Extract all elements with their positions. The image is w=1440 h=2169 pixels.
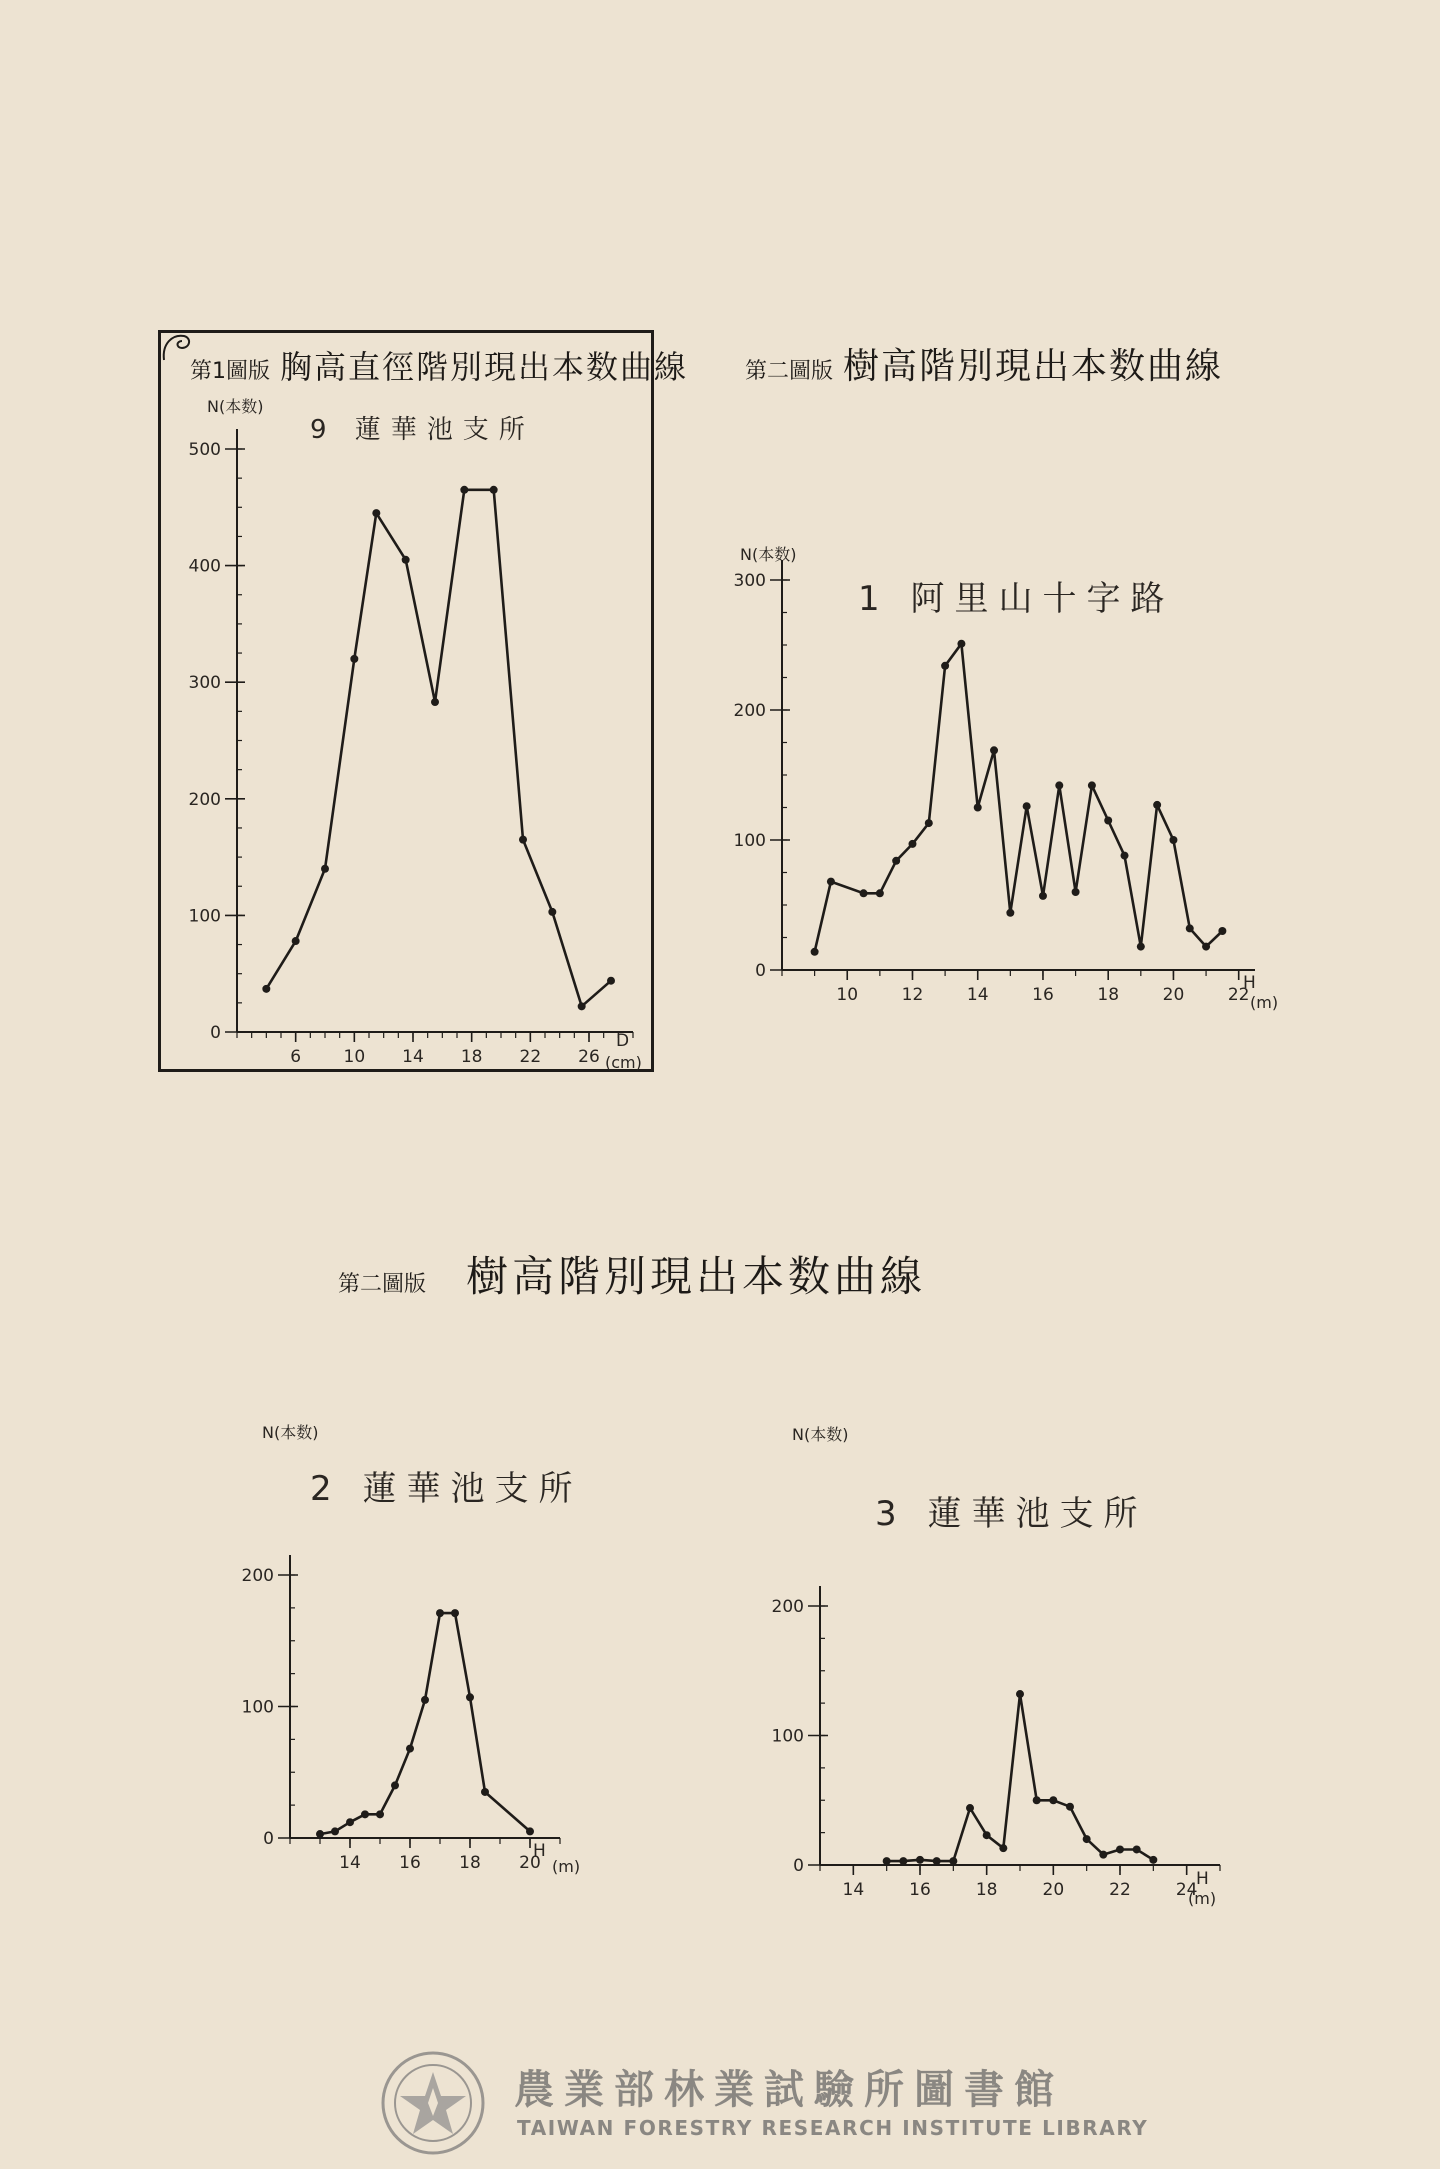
x-tick-label: 20 — [519, 1853, 541, 1873]
data-point — [1169, 836, 1177, 844]
data-point — [1033, 1796, 1041, 1804]
data-point — [292, 937, 300, 945]
y-axis-label: N(本数) — [740, 545, 797, 564]
data-point — [1039, 892, 1047, 900]
data-point — [1153, 801, 1161, 809]
x-tick-label: 14 — [402, 1047, 424, 1067]
data-point — [941, 662, 949, 670]
x-tick-label: 24 — [1175, 1880, 1198, 1900]
data-point — [346, 1818, 354, 1826]
data-point — [331, 1827, 339, 1835]
library-watermark — [0, 2048, 1440, 2158]
x-tick-label: 22 — [1227, 985, 1250, 1005]
chart-3 — [772, 1425, 1220, 1908]
plate2-mid-heading: 樹高階別現出本数曲線 — [466, 1252, 927, 1301]
y-tick-label: 0 — [793, 1856, 804, 1876]
data-point — [372, 509, 380, 517]
series-line — [815, 644, 1223, 952]
x-axis-label: H — [533, 1841, 546, 1861]
institute-seal-icon — [378, 2048, 488, 2158]
data-point — [925, 819, 933, 827]
chart-title: 2 蓮華池支所 — [310, 1469, 583, 1509]
y-axis-label: N(本数) — [207, 397, 264, 416]
data-point — [421, 1696, 429, 1704]
data-point — [876, 889, 884, 897]
x-tick-label: 12 — [901, 985, 924, 1005]
x-tick-label: 14 — [339, 1853, 361, 1873]
data-point — [1055, 781, 1063, 789]
x-tick-label: 18 — [459, 1853, 481, 1873]
x-tick-label: 16 — [399, 1853, 421, 1873]
chart-title: 9 蓮華池支所 — [310, 415, 535, 445]
data-point — [406, 1745, 414, 1753]
data-point — [1006, 909, 1014, 917]
data-point — [1099, 1851, 1107, 1859]
x-axis-label: H — [1196, 1869, 1209, 1889]
y-tick-label: 300 — [733, 571, 766, 591]
data-point — [966, 1804, 974, 1812]
y-tick-label: 100 — [241, 1697, 274, 1718]
plate1-heading: 胸高直徑階別現出本数曲線 — [280, 348, 689, 386]
y-tick-label: 300 — [188, 673, 221, 694]
data-point — [607, 977, 615, 985]
x-tick-label: 14 — [966, 985, 989, 1005]
data-point — [1016, 1690, 1024, 1698]
data-point — [1049, 1796, 1057, 1804]
data-point — [519, 836, 527, 844]
plate2-top-prefix: 第二圖版 — [745, 359, 834, 384]
data-point — [1104, 817, 1112, 825]
x-tick-label: 14 — [842, 1880, 865, 1900]
data-point — [451, 1609, 459, 1617]
x-tick-label: 10 — [836, 985, 859, 1005]
data-point — [436, 1609, 444, 1617]
x-axis-unit: (m) — [552, 1857, 581, 1876]
data-point — [1066, 1803, 1074, 1811]
data-point — [983, 1831, 991, 1839]
chart-title: 3 蓮華池支所 — [875, 1494, 1148, 1534]
plate2-top-heading: 樹高階別現出本数曲線 — [843, 346, 1224, 387]
x-tick-label: 6 — [290, 1047, 302, 1067]
chart-2 — [242, 1423, 583, 1876]
series-line — [887, 1694, 1154, 1861]
x-axis-label: H — [1243, 973, 1256, 993]
data-point — [321, 865, 329, 873]
data-point — [466, 1693, 474, 1701]
data-point — [933, 1857, 941, 1865]
data-point — [811, 948, 819, 956]
data-point — [578, 1002, 586, 1010]
y-tick-label: 0 — [210, 1023, 221, 1043]
data-point — [883, 1857, 891, 1865]
data-point — [949, 1857, 957, 1865]
x-tick-label: 16 — [909, 1880, 931, 1900]
x-tick-label: 18 — [975, 1880, 998, 1900]
data-point — [316, 1830, 324, 1838]
data-point — [1088, 781, 1096, 789]
y-tick-label: 200 — [241, 1566, 274, 1586]
x-tick-label: 22 — [519, 1047, 542, 1067]
x-axis-unit: (m) — [1188, 1889, 1217, 1908]
y-tick-label: 200 — [771, 1597, 804, 1617]
data-point — [376, 1810, 384, 1818]
data-point — [999, 1844, 1007, 1852]
x-tick-label: 16 — [1032, 985, 1054, 1005]
data-point — [361, 1810, 369, 1818]
y-tick-label: 100 — [771, 1726, 804, 1747]
y-axis-label: N(本数) — [792, 1425, 849, 1444]
data-point — [899, 1857, 907, 1865]
data-point — [827, 878, 835, 886]
series-line — [320, 1613, 530, 1834]
data-point — [974, 804, 982, 812]
data-point — [350, 655, 358, 663]
data-point — [1072, 888, 1080, 896]
data-point — [1121, 852, 1129, 860]
data-point — [1023, 802, 1031, 810]
data-point — [548, 908, 556, 916]
x-tick-label: 26 — [578, 1047, 600, 1067]
chart-0 — [189, 397, 642, 1072]
data-point — [1133, 1845, 1141, 1853]
data-point — [908, 840, 916, 848]
data-point — [1116, 1845, 1124, 1853]
data-point — [526, 1827, 534, 1835]
x-tick-label: 10 — [343, 1047, 366, 1067]
data-point — [391, 1781, 399, 1789]
x-axis-label: D — [616, 1031, 630, 1051]
library-name-cn: 農業部林業試驗所圖書館 — [514, 2067, 1064, 2113]
data-point — [1137, 943, 1145, 951]
data-point — [481, 1788, 489, 1796]
data-point — [1083, 1835, 1091, 1843]
x-axis-unit: (m) — [1250, 993, 1279, 1012]
data-point — [1149, 1856, 1157, 1864]
data-point — [1186, 924, 1194, 932]
data-point — [262, 985, 270, 993]
series-line — [266, 490, 611, 1007]
chart-1 — [734, 545, 1279, 1012]
plate1-prefix: 第1圖版 — [190, 359, 270, 384]
data-point — [860, 889, 868, 897]
data-point — [1202, 943, 1210, 951]
x-tick-label: 20 — [1162, 985, 1185, 1005]
data-point — [402, 556, 410, 564]
data-point — [957, 640, 965, 648]
data-point — [916, 1856, 924, 1864]
y-tick-label: 0 — [755, 961, 766, 981]
y-tick-label: 200 — [733, 701, 766, 721]
y-tick-label: 400 — [188, 556, 221, 577]
data-point — [892, 857, 900, 865]
y-tick-label: 100 — [733, 831, 766, 851]
plate2-mid-prefix: 第二圖版 — [338, 1272, 427, 1297]
x-tick-label: 18 — [1097, 985, 1120, 1005]
y-tick-label: 0 — [263, 1829, 274, 1849]
data-point — [460, 486, 468, 494]
y-tick-label: 500 — [188, 440, 221, 460]
x-axis-unit: (cm) — [605, 1053, 642, 1072]
data-point — [990, 746, 998, 754]
x-tick-label: 22 — [1109, 1880, 1131, 1900]
y-tick-label: 100 — [188, 906, 221, 927]
data-point — [1218, 927, 1226, 935]
x-tick-label: 20 — [1042, 1880, 1065, 1900]
chart-title: 1 阿里山十字路 — [858, 579, 1175, 619]
data-point — [490, 486, 498, 494]
y-tick-label: 200 — [188, 789, 221, 810]
library-name-en: TAIWAN FORESTRY RESEARCH INSTITUTE LIBRARY — [517, 2116, 1149, 2140]
y-axis-label: N(本数) — [262, 1423, 319, 1442]
data-point — [431, 698, 439, 706]
x-tick-label: 18 — [460, 1047, 483, 1067]
